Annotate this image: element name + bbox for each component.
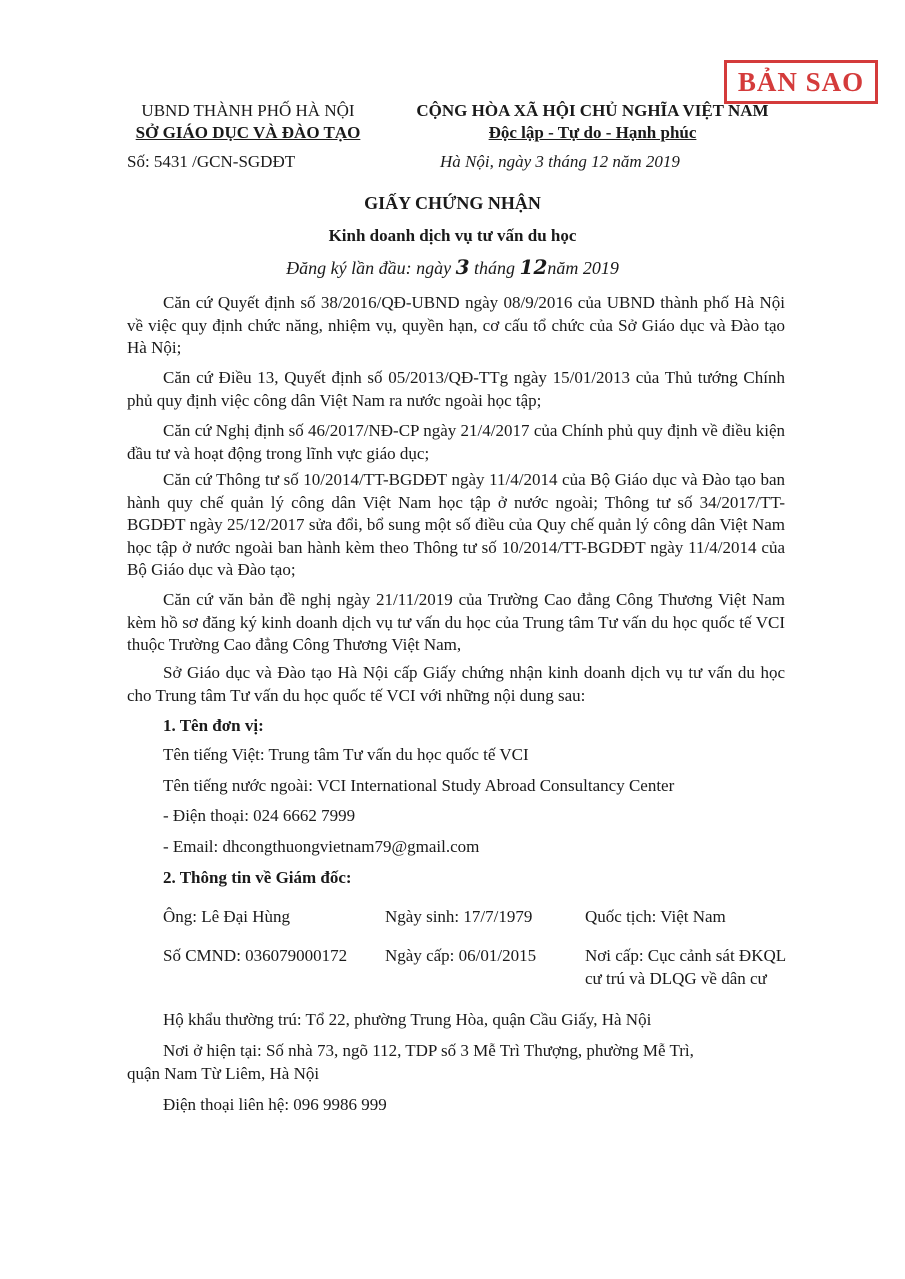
registration-day: 3 <box>455 255 470 279</box>
registration-month: 12 <box>519 255 548 279</box>
director-id-number: Số CMND: 036079000172 <box>163 946 348 965</box>
issuer-line-2: SỞ GIÁO DỤC VÀ ĐÀO TẠO <box>135 123 361 142</box>
document-title: GIẤY CHỨNG NHẬN <box>364 193 541 213</box>
document-subtitle: Kinh doanh dịch vụ tư vấn du học <box>328 226 577 245</box>
basis-paragraph-1: Căn cứ Quyết định số 38/2016/QĐ-UBND ngày 08/9/2016 của UBND thành phố Hà Nội về việc quy định chức năng, nhiệm vụ, quyền hạn, cơ cấu tổ chức của Sở Giáo dục và Đào tạo Hà Nội; <box>127 293 785 357</box>
director-current-address: Nơi ở hiện tại: Số nhà 73, ngõ 112, TDP số 3 Mễ Trì Thượng, phường Mễ Trì, <box>163 1041 694 1060</box>
decision-paragraph: Sở Giáo dục và Đào tạo Hà Nội cấp Giấy chứng nhận kinh doanh dịch vụ tư vấn du học cho Trung tâm Tư vấn du học quốc tế VCI với những nội dung sau: <box>127 663 785 705</box>
national-title: CỘNG HÒA XÃ HỘI CHỦ NGHĨA VIỆT NAM <box>416 101 769 120</box>
issuer-line-1: UBND THÀNH PHỐ HÀ NỘI <box>141 101 355 120</box>
national-motto: Độc lập - Tự do - Hạnh phúc <box>488 123 697 142</box>
document-date: Hà Nội, ngày 3 tháng 12 năm 2019 <box>440 152 680 171</box>
issuer-header <box>123 100 373 144</box>
basis-paragraph-2: Căn cứ Điều 13, Quyết định số 05/2013/QĐ-TTg ngày 15/01/2013 của Thủ tướng Chính phủ quy định việc công dân Việt Nam ra nước ngoài học tập; <box>127 368 785 410</box>
director-contact-phone: Điện thoại liên hệ: 096 9986 999 <box>163 1095 387 1114</box>
unit-name-vi: Tên tiếng Việt: Trung tâm Tư vấn du học quốc tế VCI <box>163 745 529 764</box>
basis-paragraph-3: Căn cứ Nghị định số 46/2017/NĐ-CP ngày 21/4/2017 của Chính phủ quy định về điều kiện đầu tư và hoạt động trong lĩnh vực giáo dục; <box>127 421 785 463</box>
national-header <box>390 100 795 144</box>
director-id-issue-date: Ngày cấp: 06/01/2015 <box>385 946 537 965</box>
unit-email: - Email: dhcongthuongvietnam79@gmail.com <box>163 837 480 856</box>
basis-paragraph-4: Căn cứ Thông tư số 10/2014/TT-BGDĐT ngày 11/4/2014 của Bộ Giáo dục và Đào tạo ban hành quy chế quản lý công dân Việt Nam học tập ở nước ngoài; Thông tư số 34/2017/TT-BGDĐT ngày 25/12/2017 sửa đổi, bổ sung một số điều của Quy chế quản lý công dân Việt Nam học tập ở nước ngoài ban hành kèm theo Thông tư số 10/2014/TT-BGDĐT ngày 11/4/2014 của Bộ Giáo dục và Đào tạo; <box>127 470 785 579</box>
document-number: Số: 5431 /GCN-SGDĐT <box>127 152 296 171</box>
basis-paragraph-5: Căn cứ văn bản đề nghị ngày 21/11/2019 của Trường Cao đẳng Công Thương Việt Nam kèm hồ sơ đăng ký kinh doanh dịch vụ tư vấn du học của Trung tâm Tư vấn du học quốc tế VCI thuộc Trường Cao đẳng Công Thương Việt Nam, <box>127 590 785 654</box>
unit-name-en: Tên tiếng nước ngoài: VCI International Study Abroad Consultancy Center <box>163 776 675 795</box>
section-1-heading: 1. Tên đơn vị: <box>163 716 264 735</box>
registration-year: năm 2019 <box>547 258 619 278</box>
director-id-issue-place-cont: cư trú và DLQG về dân cư <box>585 969 767 988</box>
copy-stamp: BẢN SAO <box>724 60 878 104</box>
section-2-heading: 2. Thông tin về Giám đốc: <box>163 868 352 887</box>
registration-prefix: Đăng ký lần đầu: ngày <box>286 258 456 278</box>
director-id-issue-place: Nơi cấp: Cục cảnh sát ĐKQL <box>585 946 787 965</box>
unit-phone: - Điện thoại: 024 6662 7999 <box>163 806 356 825</box>
registration-month-label: tháng <box>469 258 520 278</box>
director-name: Ông: Lê Đại Hùng <box>163 907 291 926</box>
director-current-address-cont: quận Nam Từ Liêm, Hà Nội <box>127 1064 320 1083</box>
director-dob: Ngày sinh: 17/7/1979 <box>385 907 533 926</box>
director-nationality: Quốc tịch: Việt Nam <box>585 907 726 926</box>
registration-line <box>0 255 905 279</box>
director-residence: Hộ khẩu thường trú: Tổ 22, phường Trung Hòa, quận Cầu Giấy, Hà Nội <box>163 1010 652 1029</box>
